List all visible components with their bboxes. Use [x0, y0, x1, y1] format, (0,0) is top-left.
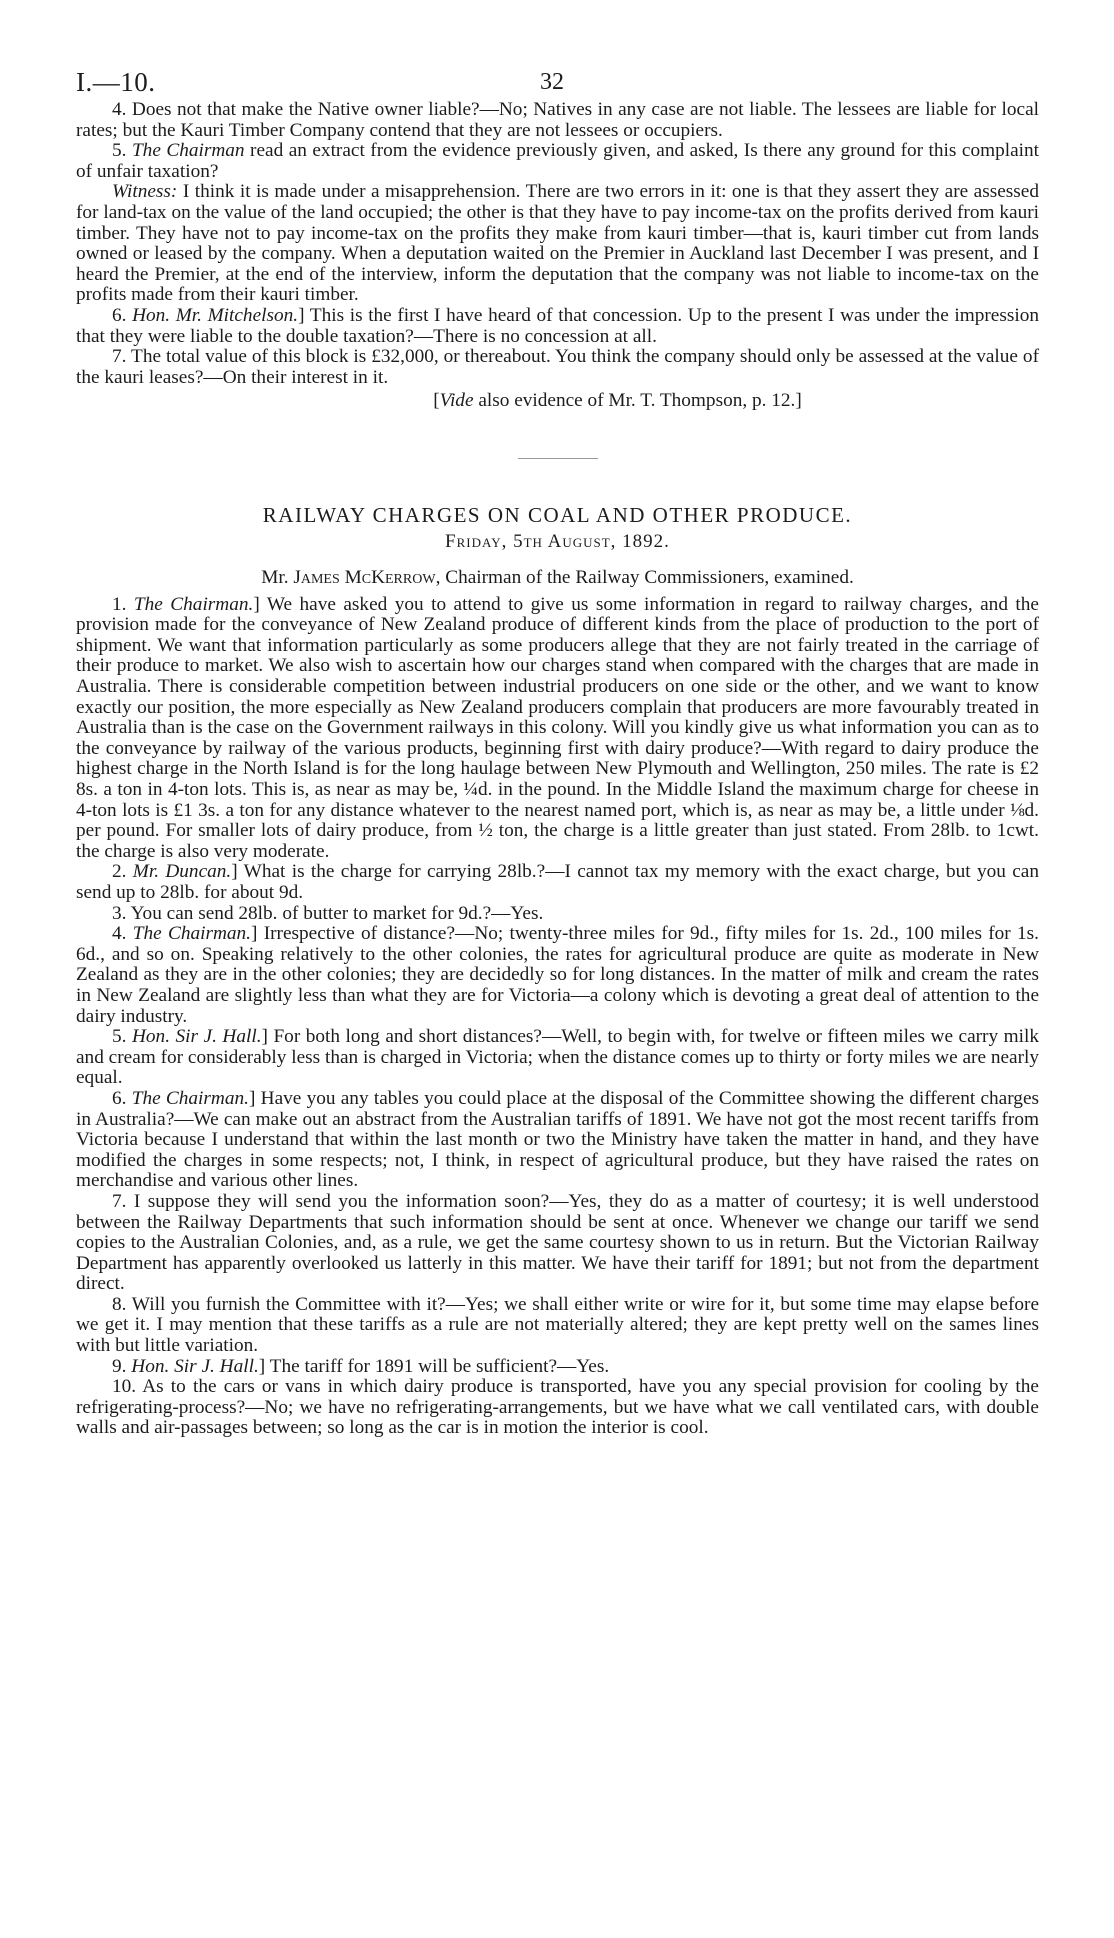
- paragraph-q6b: 6. The Chairman.] Have you any tables you could place at the disposal of the Committee showing the different charges in Australia?—We can make out an abstract from the Australian tariffs of 1891. We have not got the most recent tariffs from Victoria because I understand that within the last month or two the Ministry have taken the matter in hand, and they have modified the charges in some respects; not, I think, in respect of agricultural produce, but they have raised the rates on merchandise and various other lines.: [76, 1087, 1040, 1192]
- question-text: Have you any tables you could place at the disposal of the Committee showing the different charges in Australia?—We can make out an abstract from the Australian tariffs of 1891. We have not got the most recent tariffs from Victoria because I understand that within the last month or two the Ministry have taken the matter in hand, and they have modified the charges in some respects; not, I think, in respect of agricultural produce, but they have raised the rates on merchandise and various other lines.: [76, 1087, 1040, 1192]
- question-text: This is the first I have heard of that concession. Up to the present I was under the impression that they were liable to the double taxation?—There is no concession at all.: [76, 304, 1039, 347]
- speaker-name: Hon. Mr. Mitchelson.: [132, 304, 299, 326]
- question-text: For both long and short distances?—Well, to begin with, for twelve or fifteen miles we carry milk and cream for considerably less than is charged in Victoria; when the distance comes up to thirty or forty miles we are nearly equal.: [76, 1026, 1039, 1089]
- paragraph-q7: 7. The total value of this block is £32,000, or thereabout. You think the company should only be assessed at the value of the kauri leases?—On their interest in it.: [76, 346, 1039, 388]
- paragraph-q5: [76, 141, 1039, 182]
- question-text: The tariff for 1891 will be sufficient?—Yes.: [269, 1355, 610, 1377]
- paragraph-q5b: 5. Hon. Sir J. Hall.] For both long and short distances?—Well, to begin with, for twelve or fifteen miles we carry milk and cream for considerably less than is charged in Victoria; when the distance comes up to thirty or forty miles we are nearly equal.: [76, 1026, 1039, 1089]
- page-number: 32: [540, 69, 564, 95]
- paper-reference: I.—10.: [76, 67, 156, 97]
- paragraph-q7b: 7. I suppose they will send you the information soon?—Yes, they do as a matter of courtesy; it is well understood between the Railway Departments that such information should be sent at once. Whenever we change our tariff we send copies to the Australian Colonies, and, as a rule, we get the same courtesy shown to us in return. But the Victorian Railway Department has apparently overlooked us latterly in this matter. We have their tariff for 1891; but not from the department direct.: [76, 1190, 1039, 1295]
- question-number: 5.: [112, 140, 127, 162]
- paragraph-q8: 8. Will you furnish the Committee with it?—Yes; we shall either write or wire for it, but some time may elapse before we get it. I may mention that these tariffs as a rule are not materially altered; they are kept pretty well on the sames lines with but little variation.: [76, 1293, 1039, 1357]
- paragraph-q2: 2. Mr. Duncan.] What is the charge for carrying 28lb.?—I cannot tax my memory with the exact charge, but you can send up to 28lb. for about 9d.: [76, 861, 1039, 903]
- vide-note: [Vide also evidence of Mr. T. Thompson, p. 12.]: [433, 390, 802, 412]
- speaker-name: The Chairman.: [131, 1087, 249, 1109]
- vide-word: Vide: [439, 390, 474, 412]
- text-column: [76, 100, 1039, 1439]
- question-number: 6.: [112, 304, 127, 326]
- paragraph-q3: 3. You can send 28lb. of butter to market for 9d.?—Yes.: [112, 902, 544, 924]
- paragraph-q10: 10. As to the cars or vans in which dairy produce is transported, have you any special provision for cooling by the refrigerating-process?—No; we have no refrigerating-arrangements, but we have what we call ventilated cars, with double walls and air-passages between; so long as the car is in motion the interior is cool.: [76, 1376, 1039, 1439]
- witness-name: James McKerrow: [293, 567, 436, 589]
- bracket: ]: [298, 304, 305, 326]
- sitting-date: Friday, 5th August, 1892.: [445, 530, 670, 552]
- witness-text: I think it is made under a misapprehension. There are two errors in it: one is that they assert they are assessed for land-tax on the value of the land occupied; the other is that they have to pay income-tax on the profits derived from kauri timber. They have not to pay income-tax on the profits they make from kauri timber—that is, kauri timber cut from lands owned or leased by the company. When a deputation waited on the Premier in Auckland last December I was present, and I heard the Premier, at the end of the interview, inform the deputation that the company was not liable to income-tax on the profits made from their kauri timber.: [76, 181, 1039, 306]
- paragraph-q6: [76, 306, 1039, 347]
- speaker-name: Hon. Sir J. Hall.: [131, 1026, 262, 1048]
- speaker-name: Hon. Sir J. Hall.: [131, 1355, 259, 1377]
- question-text: We have asked you to attend to give us some information in regard to railway charges, and the provision made for the conveyance of New Zealand produce of different kinds from the place of production to the port of shipment. We want that information particularly as some producers allege that they are not fairly treated in the carriage of their produce to market. We also wish to ascertain how our charges stand when compared with the charges that are made in Australia. There is considerable competition between industrial producers on one side or the other, and we want to know exactly our position, the more especially as New Zealand producers complain that producers are more favourably treated in Australia than is the case on the Government railways in this colony. Will you kindly give us what information you can as to the conveyance by railway of the various products, beginning first with dairy produce?—With regard to dairy produce the highest charge in the North Island is for the long haulage between New Plymouth and Wellington, 250 miles. The rate is £2 8s. a ton in 4-ton lots. This is, as near as may be, ¼d. in the pound. In the Middle Island the maximum charge for cheese in 4-ton lots is £1 3s. a ton for any distance whatever to the nearest named port, which is, as near as may be, a little under ⅛d. per pound. For smaller lots of dairy produce, from ½ ton, the charge is a little greater than just stated. From 28lb. to 1cwt. the charge is also very moderate.: [76, 593, 1039, 862]
- speaker-name: The Chairman.: [133, 593, 254, 615]
- section-title: RAILWAY CHARGES ON COAL AND OTHER PRODUCE.: [262, 502, 853, 527]
- speaker-name: The Chairman.: [132, 923, 251, 945]
- speaker-name: The Chairman: [131, 140, 245, 162]
- question-text: What is the charge for carrying 28lb.?—I cannot tax my memory with the exact charge, but you can send up to 28lb. for about 9d.: [76, 861, 1039, 903]
- paragraph-q1: 1. The Chairman.] We have asked you to attend to give us some information in regard to railway charges, and the provision made for the conveyance of New Zealand produce of different kinds from the place of production to the port of shipment. We want that information particularly as some producers allege that they are not fairly treated in the carriage of their produce to market. We also wish to ascertain how our charges stand when compared with the charges that are made in Australia. There is considerable competition between industrial producers on one side or the other, and we want to know exactly our position, the more especially as New Zealand producers complain that producers are more favourably treated in Australia than is the case on the Government railways in this colony. Will you kindly give us what information you can as to the conveyance by railway of the various products, beginning first with dairy produce?—With regard to dairy produce the highest charge in the North Island is for the long haulage between New Plymouth and Wellington, 250 miles. The rate is £2 8s. a ton in 4-ton lots. This is, as near as may be, ¼d. in the pound. In the Middle Island the maximum charge for cheese in 4-ton lots is £1 3s. a ton for any distance whatever to the nearest named port, which is, as near as may be, a little under ⅛d. per pound. For smaller lots of dairy produce, from ½ ton, the charge is a little greater than just stated. From 28lb. to 1cwt. the charge is also very moderate.: [76, 593, 1039, 862]
- witness-introduction: Mr. James McKerrow, Chairman of the Railway Commissioners, examined.: [261, 567, 854, 589]
- paragraph-q9: 9. Hon. Sir J. Hall.] The tariff for 1891 will be sufficient?—Yes.: [112, 1355, 610, 1377]
- question-text: Irrespective of distance?—No; twenty-three miles for 9d., fifty miles for 1s. 2d., 100 miles for 1s. 6d., and so on. Speaking relatively to the other colonies, the rates for agricultural produce are quite as moderate in New Zealand as they are in the other colonies; they are decidedly so for long distances. In the matter of milk and cream the rates in New Zealand are slightly less than what they are for Victoria—a colony which is devoting a great deal of attention to the dairy industry.: [76, 923, 1039, 1027]
- paragraph-q4b: 4. The Chairman.] Irrespective of distance?—No; twenty-three miles for 9d., fifty miles for 1s. 2d., 100 miles for 1s. 6d., and so on. Speaking relatively to the other colonies, the rates for agricultural produce are quite as moderate in New Zealand as they are in the other colonies; they are decidedly so for long distances. In the matter of milk and cream the rates in New Zealand are slightly less than what they are for Victoria—a colony which is devoting a great deal of attention to the dairy industry.: [76, 923, 1039, 1027]
- vide-text: also evidence of Mr. T. Thompson, p. 12.]: [478, 390, 802, 412]
- paragraph-q4: 4. Does not that make the Native owner liable?—No; Natives in any case are not liable. The lessees are liable for local rates; but the Kauri Timber Company contend that they are not lessees or occupiers.: [76, 99, 1039, 141]
- paragraph-witness-answer: [76, 182, 1039, 306]
- witness-label: Witness:: [112, 181, 178, 203]
- section-divider: [518, 458, 598, 459]
- question-text: read an extract from the evidence previously given, and asked, Is there any ground for this complaint of unfair taxation?: [76, 140, 1040, 182]
- speaker-name: Mr. Duncan.: [132, 861, 232, 883]
